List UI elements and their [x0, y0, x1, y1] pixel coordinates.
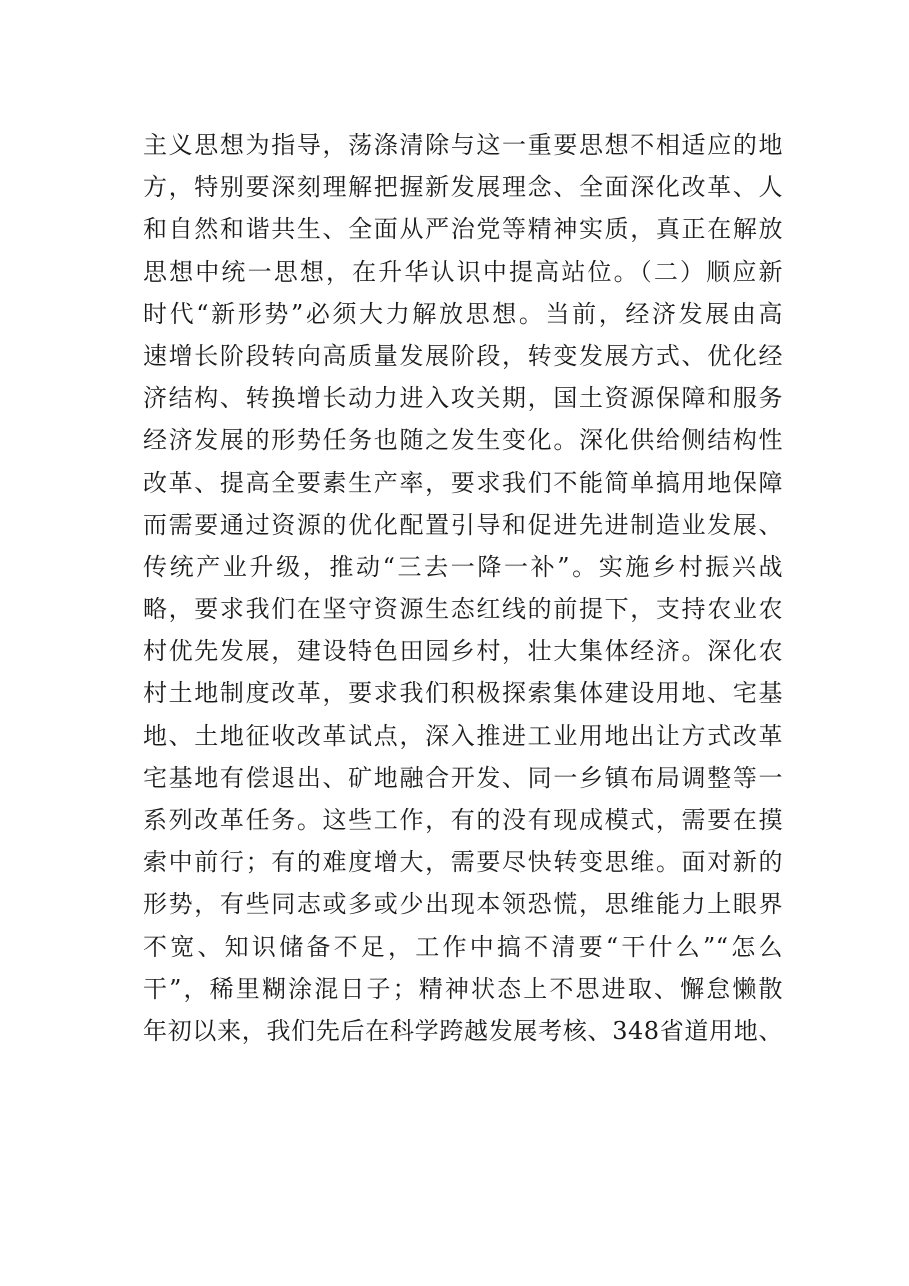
- text-line: 方，特别要深刻理解把握新发展理念、全面深化改革、人: [143, 173, 783, 202]
- text-line: 形势，有些同志或多或少出现本领恐慌，思维能力上眼界: [143, 890, 783, 919]
- text-line: 主义思想为指导，荡涤清除与这一重要思想不相适应的地: [143, 131, 783, 159]
- text-line: 时代“新形势”必须大力解放思想。当前，经济发展由高: [143, 299, 783, 328]
- text-line: 和自然和谐共生、全面从严治党等精神实质，真正在解放: [143, 215, 783, 244]
- text-line: 改革、提高全要素生产率，要求我们不能简单搞用地保障: [143, 468, 783, 497]
- text-line: 索中前行；有的难度增大，需要尽快转变思维。面对新的: [143, 848, 783, 877]
- text-line: 而需要通过资源的优化配置引导和促进先进制造业发展、: [143, 510, 783, 539]
- text-line: 村土地制度改革，要求我们积极探索集体建设用地、宅基: [143, 679, 783, 708]
- text-line: 村优先发展，建设特色田园乡村，壮大集体经济。深化农: [143, 637, 783, 666]
- text-line: 不宽、知识储备不足，工作中搞不清要“干什么”“怎么: [143, 932, 783, 961]
- text-line: 地、土地征收改革试点，深入推进工业用地出让方式改革: [143, 721, 783, 750]
- text-line: 传统产业升级，推动“三去一降一补”。实施乡村振兴战: [143, 552, 783, 581]
- text-line: 思想中统一思想，在升华认识中提高站位。（二）顺应新: [143, 257, 783, 286]
- text-line: 济结构、转换增长动力进入攻关期，国土资源保障和服务: [143, 384, 783, 413]
- body-text: [143, 124, 783, 1052]
- text-line: 年初以来，我们先后在科学跨越发展考核、348省道用地、: [143, 1016, 783, 1045]
- text-line: 略，要求我们在坚守资源生态红线的前提下，支持农业农: [143, 595, 783, 624]
- text-line: 速增长阶段转向高质量发展阶段，转变发展方式、优化经: [143, 341, 783, 370]
- text-line: 系列改革任务。这些工作，有的没有现成模式，需要在摸: [143, 806, 783, 834]
- text-line: 宅基地有偿退出、矿地融合开发、同一乡镇布局调整等一: [143, 763, 783, 792]
- text-line: 经济发展的形势任务也随之发生变化。深化供给侧结构性: [143, 426, 783, 455]
- text-line: 干”，稀里糊涂混日子；精神状态上不思进取、懈怠懒散: [143, 974, 783, 1003]
